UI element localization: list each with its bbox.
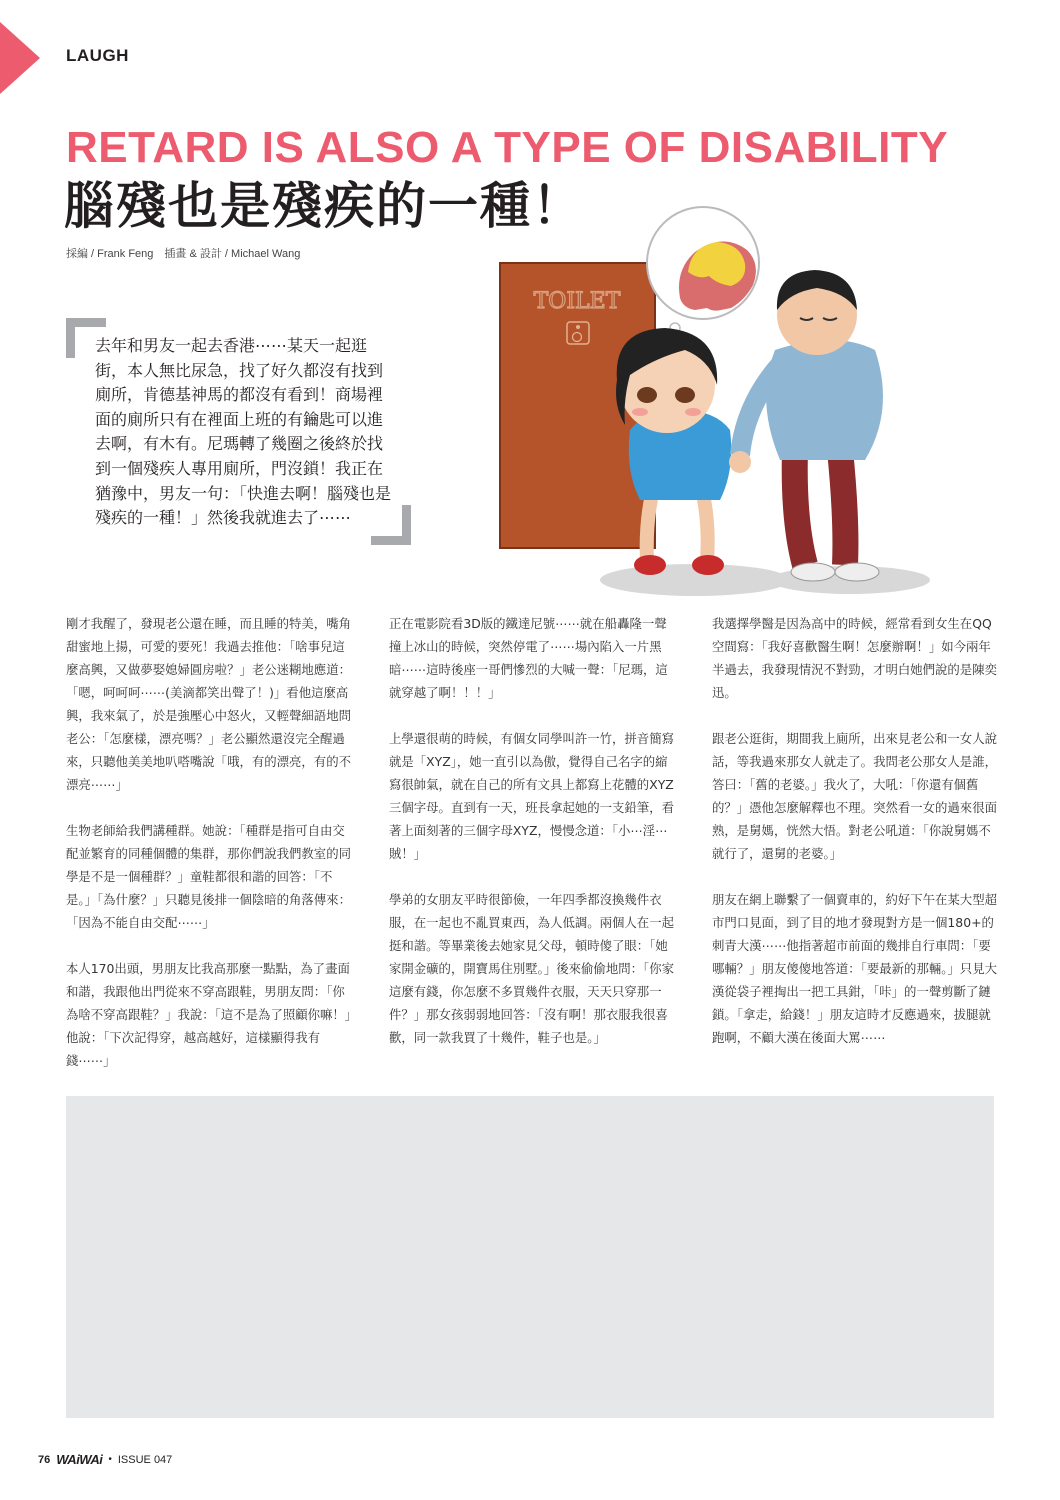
story-paragraph: 朋友在網上聯繫了一個賣車的，約好下午在某大型超市門口見面，到了目的地才發現對方是一個180+的刺青大漢⋯⋯他指著超市前面的幾排自行車問：「要哪輛？」朋友傻傻地答道：「要最新的那輛。」只見大漢從袋子裡掏出一把工具鉗，「咔」的一聲剪斷了鏈鎖。「拿走，給錢！」朋友這時才反應過來，拔腿就跑啊，不顧大漢在後面大罵⋯⋯	[712, 892, 997, 1045]
article-title-chinese: 腦殘也是殘疾的一種！	[64, 177, 584, 235]
cartoon-illustration	[495, 200, 935, 600]
article-title-english: RETARD IS ALSO A TYPE OF DISABILITY	[66, 123, 949, 172]
page-footer	[38, 1452, 172, 1467]
thought-bubble	[647, 207, 759, 333]
story-paragraph: 本人170出頭，男朋友比我高那麼一點點，為了畫面和諧，我跟他出門從來不穿高跟鞋，男朋友問：「你為啥不穿高跟鞋？」我說：「這不是為了照顧你嘛！」他說：「下次記得穿，越高越好，這樣顯得我有錢⋯⋯」	[66, 961, 351, 1068]
door-sign-text: TOILET	[533, 289, 621, 314]
article-column-2	[389, 612, 677, 1072]
story-paragraph: 學弟的女朋友平時很節儉，一年四季都沒換幾件衣服，在一起也不亂買東西，為人低調。兩個人在一起挺和諧。等畢業後去她家見父母，頓時傻了眼：「她家開金礦的，開寶馬住別墅。」後來偷偷地問：「你家這麼有錢，你怎麼不多買幾件衣服，天天只穿那一件？」那女孩弱弱地回答：「沒有啊！那衣服我很喜歡，同一款我買了十幾件，鞋子也是。」	[389, 892, 674, 1045]
section-marker-triangle	[0, 22, 40, 94]
article-column-3	[712, 612, 1000, 1072]
pull-quote: 去年和男友一起去香港⋯⋯某天一起逛街，本人無比尿急，找了好久都沒有找到廁所，肯德基神馬的都沒有看到！商場裡面的廁所只有在裡面上班的有鑰匙可以進去啊，有木有。尼瑪轉了幾圈之後終於找到一個殘疾人專用廁所，門沒鎖！我正在猶豫中，男友一句：「快進去啊！腦殘也是殘疾的一種！」然後我就進去了⋯⋯	[95, 336, 392, 528]
byline: 採編 / Frank Feng 插畫 & 設計 / Michael Wang	[66, 248, 301, 260]
section-label: LAUGH	[66, 46, 129, 65]
page-number: 76	[38, 1453, 51, 1466]
ad-placeholder	[66, 1096, 994, 1418]
article-column-1	[66, 612, 354, 1095]
brand-logo: WAiWAi	[56, 1452, 103, 1467]
bullet-separator: •	[108, 1454, 112, 1465]
boy-character	[729, 270, 883, 581]
story-paragraph: 跟老公逛街，期間我上廁所，出來見老公和一女人說話，等我過來那女人就走了。我問老公那女人是誰，答曰：「舊的老婆。」我火了，大吼：「你還有個舊的？」憑他怎麼解釋也不理。突然看一女的過來很面熟，是舅媽，恍然大悟。對老公吼道：「你說舅媽不就行了，還舅的老婆。」	[712, 731, 997, 861]
story-paragraph: 我選擇學醫是因為高中的時候，經常看到女生在QQ空間寫：「我好喜歡醫生啊！怎麼辦啊！」如今兩年半過去，我發現情況不對勁，才明白她們說的是陳奕迅。	[712, 616, 997, 700]
story-paragraph: 正在電影院看3D版的鐵達尼號⋯⋯就在船轟隆一聲撞上冰山的時候，突然停電了⋯⋯場內陷入一片黑暗⋯⋯這時後座一哥們慘烈的大喊一聲：「尼瑪，這就穿越了啊！！！」	[389, 616, 668, 700]
story-paragraph: 上學還很萌的時候，有個女同學叫許一竹，拼音簡寫就是「XYZ」，她一直引以為傲，覺得自己名字的縮寫很帥氣，就在自己的所有文具上都寫上花體的XYZ三個字母。直到有一天，班長拿起她的一支鉛筆，看著上面刻著的三個字母XYZ，慢慢念道：「小⋯淫⋯賊！」	[389, 731, 674, 861]
quote-close-bracket	[371, 505, 411, 545]
story-paragraph: 剛才我醒了，發現老公還在睡，而且睡的特美，嘴角甜蜜地上揚，可愛的要死！我過去推他：「啥事兒這麼高興，又做夢娶媳婦圓房啦？」老公迷糊地應道：「嗯，呵呵呵⋯⋯(美滴都笑出聲了！)」看他這麼高興，我來氣了，於是強壓心中怒火，又輕聲細語地問老公：「怎麼樣，漂亮嗎？」老公顯然還沒完全醒過來，只聽他美美地叭嗒嘴說「哦，有的漂亮，有的不漂亮⋯⋯」	[66, 616, 351, 792]
story-paragraph: 生物老師給我們講種群。她說：「種群是指可自由交配並繁育的同種個體的集群，那你們說我們教室的同學是不是一個種群？」童鞋都很和諧的回答：「不是。」「為什麼？」只聽見後排一個陰暗的角落傳來：「因為不能自由交配⋯⋯」	[66, 823, 351, 930]
issue-label: ISSUE 047	[117, 1453, 173, 1466]
